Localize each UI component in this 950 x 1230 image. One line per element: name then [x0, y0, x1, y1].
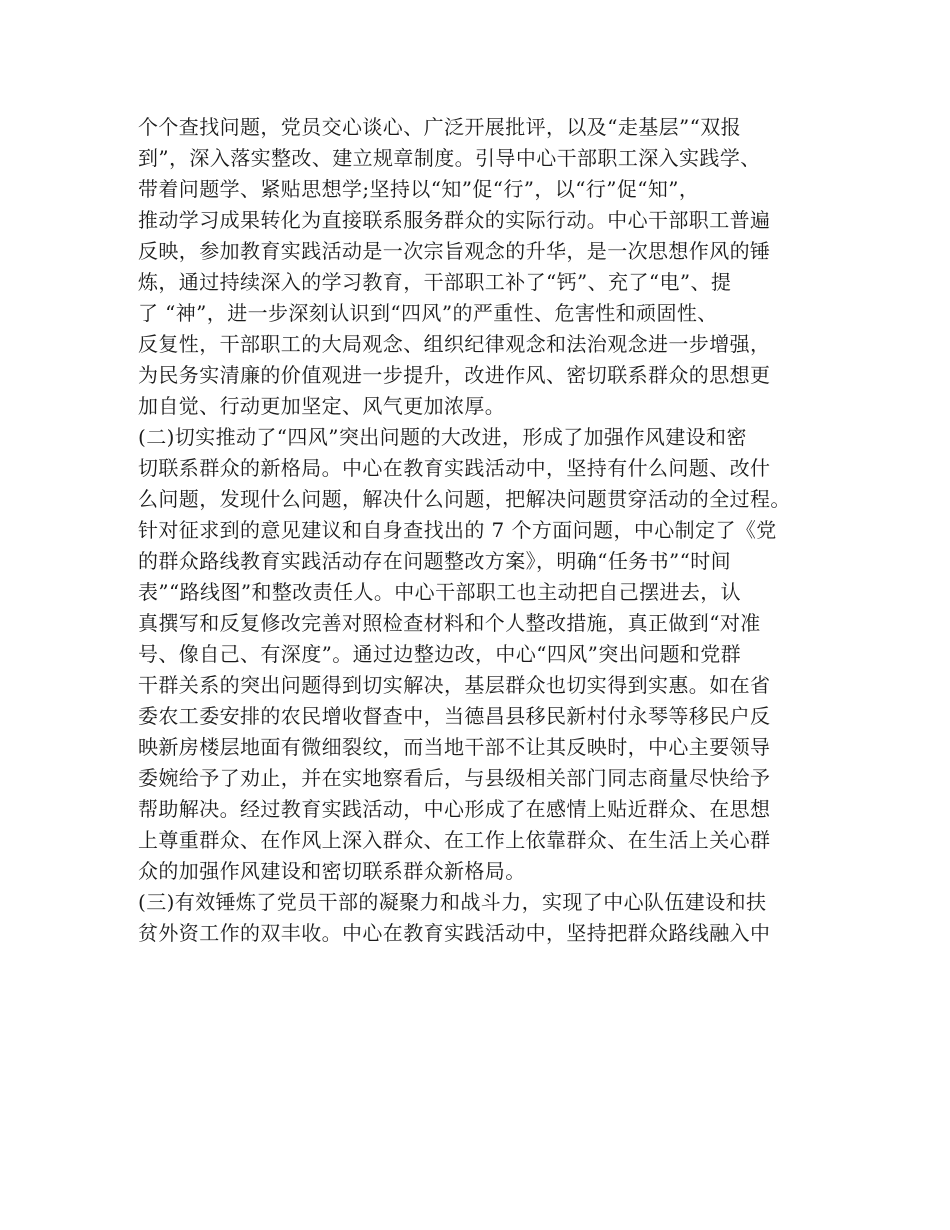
- text-line: 针对征求到的意见建议和自身查找出的 7 个方面问题，中心制定了《党: [138, 518, 777, 542]
- text-line: 真撰写和反复修改完善对照检查材料和个人整改措施，真正做到“对准: [138, 611, 761, 635]
- text-line: 的群众路线教育实践活动存在问题整改方案》，明确“任务书”“时间: [138, 549, 732, 573]
- text-line: 映新房楼层地面有微细裂纹，而当地干部不让其反映时，中心主要领导: [138, 735, 771, 759]
- text-line: 加自觉、行动更加坚定、风气更加浓厚。: [138, 394, 506, 418]
- text-line: 反复性，干部职工的大局观念、组织纪律观念和法治观念进一步增强，: [138, 332, 771, 356]
- section-heading-line: (三)有效锤炼了党员干部的凝聚力和战斗力，实现了中心队伍建设和扶: [138, 890, 767, 914]
- text-line: 到”，深入落实整改、建立规章制度。引导中心干部职工深入实践学、: [138, 146, 761, 170]
- text-line: 帮助解决。经过教育实践活动，中心形成了在感情上贴近群众、在思想: [138, 797, 771, 821]
- section-heading-line: (二)切实推动了“四风”突出问题的大改进，形成了加强作风建设和密: [138, 425, 747, 449]
- text-line: 反映，参加教育实践活动是一次宗旨观念的升华，是一次思想作风的锤: [138, 239, 771, 263]
- text-line: 上尊重群众、在作风上深入群众、在工作上依靠群众、在生活上关心群: [138, 828, 771, 852]
- text-line: 了 “神”，进一步深刻认识到“四风”的严重性、危害性和顽固性、: [138, 301, 718, 325]
- text-line: 个个查找问题，党员交心谈心、广泛开展批评，以及“走基层”“双报: [138, 115, 742, 139]
- text-line: 干群关系的突出问题得到切实解决，基层群众也切实得到实惠。如在省: [138, 673, 771, 697]
- text-line: 委婉给予了劝止，并在实地察看后，与县级相关部门同志商量尽快给予: [138, 766, 771, 790]
- text-line: 炼，通过持续深入的学习教育，干部职工补了“钙”、充了“电”、提: [138, 270, 732, 294]
- document-page: [138, 112, 828, 949]
- text-line: 切联系群众的新格局。中心在教育实践活动中，坚持有什么问题、改什: [138, 456, 771, 480]
- text-line: 贫外资工作的双丰收。中心在教育实践活动中，坚持把群众路线融入中: [138, 921, 771, 945]
- text-line: 带着问题学、紧贴思想学;坚持以“知”促“行”，以“行”促“知”，: [138, 177, 700, 201]
- text-line: 表”“路线图”和整改责任人。中心干部职工也主动把自己摆进去，认: [138, 580, 742, 604]
- text-line: 众的加强作风建设和密切联系群众新格局。: [138, 859, 526, 883]
- text-line: 号、像自己、有深度”。通过边整边改，中心“四风”突出问题和党群: [138, 642, 742, 666]
- text-line: 推动学习成果转化为直接联系服务群众的实际行动。中心干部职工普遍: [138, 208, 771, 232]
- text-line: 委农工委安排的农民增收督查中，当德昌县移民新村付永琴等移民户反: [138, 704, 771, 728]
- text-line: 么问题，发现什么问题，解决什么问题，把解决问题贯穿活动的全过程。: [138, 487, 791, 511]
- text-line: 为民务实清廉的价值观进一步提升，改进作风、密切联系群众的思想更: [138, 363, 771, 387]
